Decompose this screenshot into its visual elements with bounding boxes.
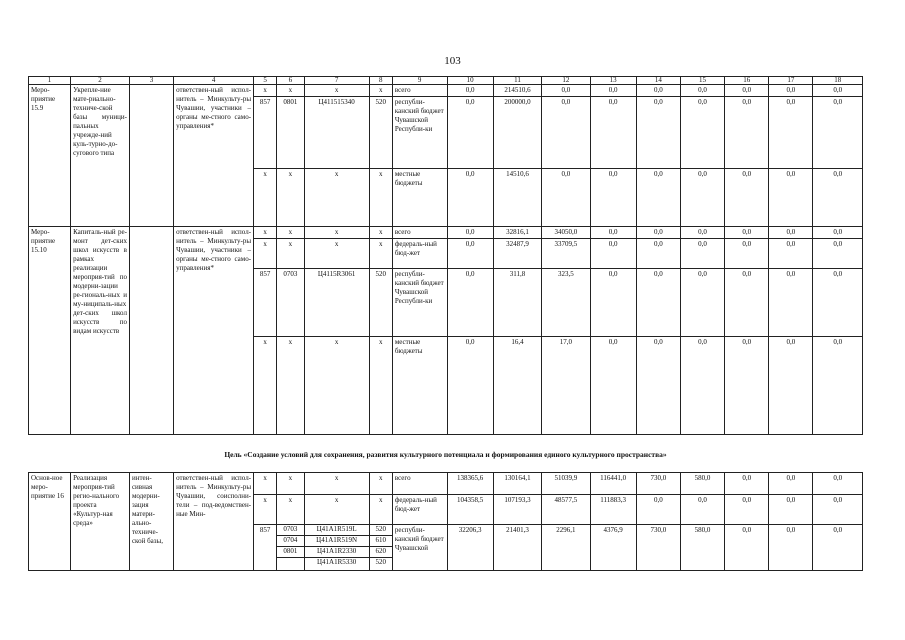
section-sub <box>277 558 303 568</box>
header-cell: 12 <box>542 77 590 85</box>
vr-cell: 520 <box>369 269 392 337</box>
vr-cell: х <box>369 169 392 227</box>
header-row <box>29 77 863 85</box>
table-row <box>29 227 863 239</box>
source-cell: федераль-ный бюд-жет <box>392 239 447 269</box>
header-cell: 1 <box>29 77 71 85</box>
csr-cell: х <box>304 495 369 525</box>
value-cell: 0,0 <box>769 473 813 495</box>
goal-heading: Цель «Создание условий для сохранения, развития культурного потенциала и формирования единого культурного пространства» <box>224 450 667 459</box>
value-cell: 0,0 <box>447 337 493 435</box>
value-cell: 0,0 <box>813 227 863 239</box>
header-cell: 9 <box>392 77 447 85</box>
header-cell: 4 <box>174 77 254 85</box>
source-cell: республи-канский бюджет Чувашской <box>392 525 447 571</box>
page-number: 103 <box>444 55 461 67</box>
value-cell: 0,0 <box>447 169 493 227</box>
csr-cell: х <box>304 169 369 227</box>
budget-table-lower <box>28 472 863 571</box>
vr-cell: 520 <box>369 97 392 169</box>
measure-responsible: ответствен-ный испол-нитель – Минкульту-ры Чувашии, участники – органы ме-стного само-управления* <box>174 85 254 227</box>
csr-cell: х <box>304 239 369 269</box>
value-cell: 0,0 <box>636 337 680 435</box>
grbs-cell: х <box>254 239 277 269</box>
value-cell: 0,0 <box>590 169 636 227</box>
measure-col3 <box>129 227 173 435</box>
value-cell: 107193,3 <box>493 495 541 525</box>
value-cell: 580,0 <box>680 473 724 495</box>
csr-cell: Ц411515340 <box>304 97 369 169</box>
section-cell: х <box>277 239 304 269</box>
header-cell: 10 <box>447 77 493 85</box>
header-cell: 17 <box>769 77 813 85</box>
value-cell: 0,0 <box>813 169 863 227</box>
value-cell: 0,0 <box>447 97 493 169</box>
value-cell: 323,5 <box>542 269 590 337</box>
source-cell: республи-канский бюджет Чувашской Республи-ки <box>392 269 447 337</box>
csr-sub: Ц41А1R519N <box>305 536 369 547</box>
value-cell: 34050,0 <box>542 227 590 239</box>
value-cell: 0,0 <box>542 97 590 169</box>
value-cell: 0,0 <box>725 337 769 435</box>
csr-cell: х <box>304 227 369 239</box>
csr-sub: Ц41А1R5330 <box>316 558 357 566</box>
value-cell: 51039,9 <box>542 473 590 495</box>
header-cell: 14 <box>636 77 680 85</box>
value-cell: 0,0 <box>725 239 769 269</box>
section-cell: х <box>277 227 304 239</box>
value-cell: 0,0 <box>725 97 769 169</box>
value-cell: 0,0 <box>813 269 863 337</box>
value-cell: 32487,9 <box>493 239 541 269</box>
section-cell <box>277 525 304 571</box>
value-cell: 311,8 <box>493 269 541 337</box>
header-cell: 16 <box>725 77 769 85</box>
header-cell: 7 <box>304 77 369 85</box>
value-cell: 0,0 <box>590 337 636 435</box>
vr-sub: 620 <box>370 547 392 558</box>
value-cell: 0,0 <box>769 525 813 571</box>
value-cell: 0,0 <box>680 97 724 169</box>
grbs-cell: х <box>254 495 277 525</box>
value-cell: 0,0 <box>813 239 863 269</box>
vr-cell: х <box>369 85 392 97</box>
measure-responsible: ответствен-ный испол-нитель – Минкульту-ры Чувашии, участники – органы ме-стного само-управления* <box>174 227 254 435</box>
vr-sub: 610 <box>370 536 392 547</box>
source-cell: местные бюджеты <box>392 169 447 227</box>
source-cell: всего <box>392 227 447 239</box>
header-cell: 2 <box>71 77 130 85</box>
grbs-cell: х <box>254 337 277 435</box>
value-cell: 0,0 <box>769 85 813 97</box>
value-cell: 0,0 <box>636 85 680 97</box>
table-row <box>29 473 863 495</box>
value-cell: 138365,6 <box>447 473 493 495</box>
measure-name: Реализация мероприя-тий регио-нального проекта «Культур-ная среда» <box>71 473 130 571</box>
value-cell: 16,4 <box>493 337 541 435</box>
value-cell: 0,0 <box>769 227 813 239</box>
header-cell: 15 <box>680 77 724 85</box>
value-cell: 0,0 <box>447 85 493 97</box>
value-cell: 0,0 <box>590 227 636 239</box>
csr-cell <box>304 525 369 571</box>
vr-cell <box>369 525 392 571</box>
value-cell: 0,0 <box>769 169 813 227</box>
value-cell: 32816,1 <box>493 227 541 239</box>
value-cell: 0,0 <box>813 97 863 169</box>
value-cell: 116441,0 <box>590 473 636 495</box>
grbs-cell: х <box>254 85 277 97</box>
csr-cell: х <box>304 85 369 97</box>
value-cell: 214510,6 <box>493 85 541 97</box>
value-cell: 0,0 <box>542 85 590 97</box>
value-cell: 0,0 <box>590 269 636 337</box>
header-cell: 8 <box>369 77 392 85</box>
measure-name: Укрепле-ние мате-риально-техниче-ской базы муници-пальных учрежде-ний куль-турно-до-сугового типа <box>71 85 130 227</box>
value-cell: 0,0 <box>542 169 590 227</box>
vr-sub: 520 <box>370 525 392 536</box>
value-cell: 32206,3 <box>447 525 493 571</box>
value-cell: 0,0 <box>725 525 769 571</box>
value-cell: 0,0 <box>590 97 636 169</box>
value-cell: 0,0 <box>636 169 680 227</box>
source-cell: местные бюджеты <box>392 337 447 435</box>
section-sub: 0801 <box>277 547 303 558</box>
value-cell: 0,0 <box>813 495 863 525</box>
csr-cell: Ц4115R3061 <box>304 269 369 337</box>
source-cell: всего <box>392 85 447 97</box>
value-cell: 0,0 <box>636 269 680 337</box>
value-cell: 0,0 <box>725 473 769 495</box>
value-cell: 0,0 <box>769 337 813 435</box>
value-cell: 2296,1 <box>542 525 590 571</box>
value-cell: 0,0 <box>680 239 724 269</box>
value-cell: 0,0 <box>680 227 724 239</box>
header-cell: 13 <box>590 77 636 85</box>
header-cell: 11 <box>493 77 541 85</box>
section-sub: 0704 <box>277 536 303 547</box>
header-cell: 18 <box>813 77 863 85</box>
grbs-cell: 857 <box>254 97 277 169</box>
section-cell: х <box>277 495 304 525</box>
measure-col3 <box>129 85 173 227</box>
grbs-cell: 857 <box>254 525 277 571</box>
value-cell: 0,0 <box>725 85 769 97</box>
value-cell: 0,0 <box>447 227 493 239</box>
value-cell: 0,0 <box>680 337 724 435</box>
measure-responsible: ответствен-ный испол-нитель – Минкульту-ры Чувашии, соисполни-тели – под-ведомствен-ные Мин- <box>174 473 254 571</box>
value-cell: 0,0 <box>725 495 769 525</box>
vr-cell: х <box>369 227 392 239</box>
csr-sub: Ц41А1R2330 <box>305 547 369 558</box>
value-cell: 0,0 <box>447 269 493 337</box>
source-cell: республи-канский бюджет Чувашской Республи-ки <box>392 97 447 169</box>
value-cell: 200000,0 <box>493 97 541 169</box>
budget-table-upper <box>28 76 863 435</box>
value-cell: 0,0 <box>636 227 680 239</box>
csr-sub: Ц41А1R519L <box>305 525 369 536</box>
value-cell: 0,0 <box>680 85 724 97</box>
value-cell: 580,0 <box>680 525 724 571</box>
value-cell: 17,0 <box>542 337 590 435</box>
table-row <box>29 85 863 97</box>
value-cell: 0,0 <box>680 495 724 525</box>
value-cell: 730,0 <box>636 525 680 571</box>
section-cell: 0801 <box>277 97 304 169</box>
header-cell: 3 <box>129 77 173 85</box>
header-cell: 6 <box>277 77 304 85</box>
value-cell: 0,0 <box>769 495 813 525</box>
value-cell: 0,0 <box>725 269 769 337</box>
value-cell: 0,0 <box>769 97 813 169</box>
vr-cell: х <box>369 239 392 269</box>
value-cell: 14510,6 <box>493 169 541 227</box>
value-cell: 0,0 <box>636 495 680 525</box>
value-cell: 0,0 <box>813 85 863 97</box>
csr-cell: х <box>304 473 369 495</box>
measure-name: Капиталь-ный ре-монт дет-ских школ искусств в рамках реализации мероприя-тий по модерни-зации ре-гиональ-ных и му-ниципаль-ных дет-ских школ искусств по видам искусств <box>71 227 130 435</box>
value-cell: 0,0 <box>680 269 724 337</box>
value-cell: 0,0 <box>590 85 636 97</box>
value-cell: 0,0 <box>813 525 863 571</box>
grbs-cell: х <box>254 227 277 239</box>
value-cell: 0,0 <box>725 169 769 227</box>
value-cell: 0,0 <box>636 97 680 169</box>
value-cell: 0,0 <box>725 227 769 239</box>
value-cell: 730,0 <box>636 473 680 495</box>
value-cell: 21401,3 <box>493 525 541 571</box>
measure-code: Меро-приятие 15.9 <box>29 85 71 227</box>
value-cell: 0,0 <box>813 473 863 495</box>
value-cell: 104358,5 <box>447 495 493 525</box>
value-cell: 48577,5 <box>542 495 590 525</box>
vr-cell: х <box>369 337 392 435</box>
vr-cell: х <box>369 495 392 525</box>
section-cell: х <box>277 85 304 97</box>
value-cell: 4376,9 <box>590 525 636 571</box>
grbs-cell: х <box>254 169 277 227</box>
value-cell: 0,0 <box>813 337 863 435</box>
csr-cell: х <box>304 337 369 435</box>
value-cell: 0,0 <box>590 239 636 269</box>
section-cell: х <box>277 473 304 495</box>
grbs-cell: х <box>254 473 277 495</box>
value-cell: 111883,3 <box>590 495 636 525</box>
value-cell: 0,0 <box>447 239 493 269</box>
header-cell: 5 <box>254 77 277 85</box>
value-cell: 0,0 <box>680 169 724 227</box>
section-cell: х <box>277 169 304 227</box>
source-cell: всего <box>392 473 447 495</box>
source-cell: федераль-ный бюд-жет <box>392 495 447 525</box>
value-cell: 0,0 <box>636 239 680 269</box>
measure-col3: интен-сивная модерни-зация матери-ально-техниче-ской базы, <box>129 473 173 571</box>
value-cell: 0,0 <box>769 239 813 269</box>
vr-sub: 520 <box>375 558 387 566</box>
grbs-cell: 857 <box>254 269 277 337</box>
section-cell: х <box>277 337 304 435</box>
measure-code: Меро-приятие 15.10 <box>29 227 71 435</box>
section-sub: 0703 <box>277 525 303 536</box>
vr-cell: х <box>369 473 392 495</box>
measure-code: Основ-ное меро-приятие 16 <box>29 473 71 571</box>
value-cell: 33709,5 <box>542 239 590 269</box>
value-cell: 130164,1 <box>493 473 541 495</box>
value-cell: 0,0 <box>769 269 813 337</box>
section-cell: 0703 <box>277 269 304 337</box>
